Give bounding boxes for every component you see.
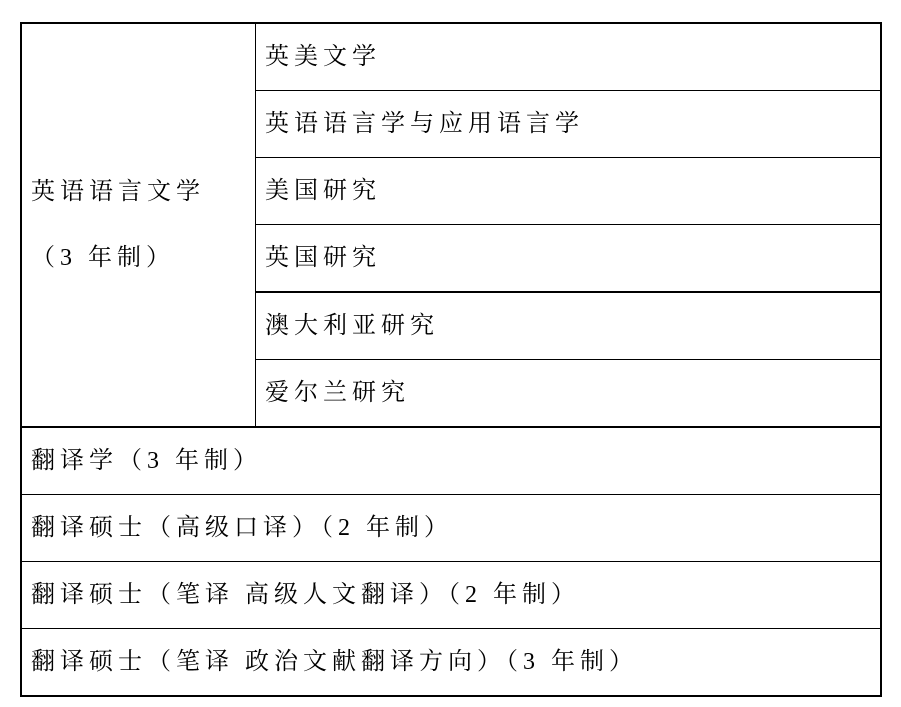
program-cell: 翻译学（3 年制） bbox=[21, 427, 881, 495]
table-row bbox=[21, 562, 881, 629]
direction-cell: 澳大利亚研究 bbox=[256, 292, 882, 360]
graduate-programs-table bbox=[20, 22, 882, 697]
major-name: 英语语言文学 bbox=[31, 178, 205, 205]
table-row bbox=[21, 23, 881, 91]
major-cell-content bbox=[31, 178, 246, 273]
table-row bbox=[21, 629, 881, 697]
direction-cell: 英国研究 bbox=[256, 225, 882, 293]
major-cell-english-language-literature bbox=[21, 23, 256, 427]
direction-cell: 英美文学 bbox=[256, 23, 882, 91]
program-cell: 翻译硕士（高级口译）（2 年制） bbox=[21, 495, 881, 562]
table-row bbox=[21, 427, 881, 495]
direction-cell: 美国研究 bbox=[256, 158, 882, 225]
direction-cell: 英语语言学与应用语言学 bbox=[256, 91, 882, 158]
table-row bbox=[21, 495, 881, 562]
program-cell: 翻译硕士（笔译 高级人文翻译）（2 年制） bbox=[21, 562, 881, 629]
program-cell: 翻译硕士（笔译 政治文献翻译方向）（3 年制） bbox=[21, 629, 881, 697]
direction-cell: 爱尔兰研究 bbox=[256, 360, 882, 428]
major-duration: （3 年制） bbox=[31, 244, 175, 271]
